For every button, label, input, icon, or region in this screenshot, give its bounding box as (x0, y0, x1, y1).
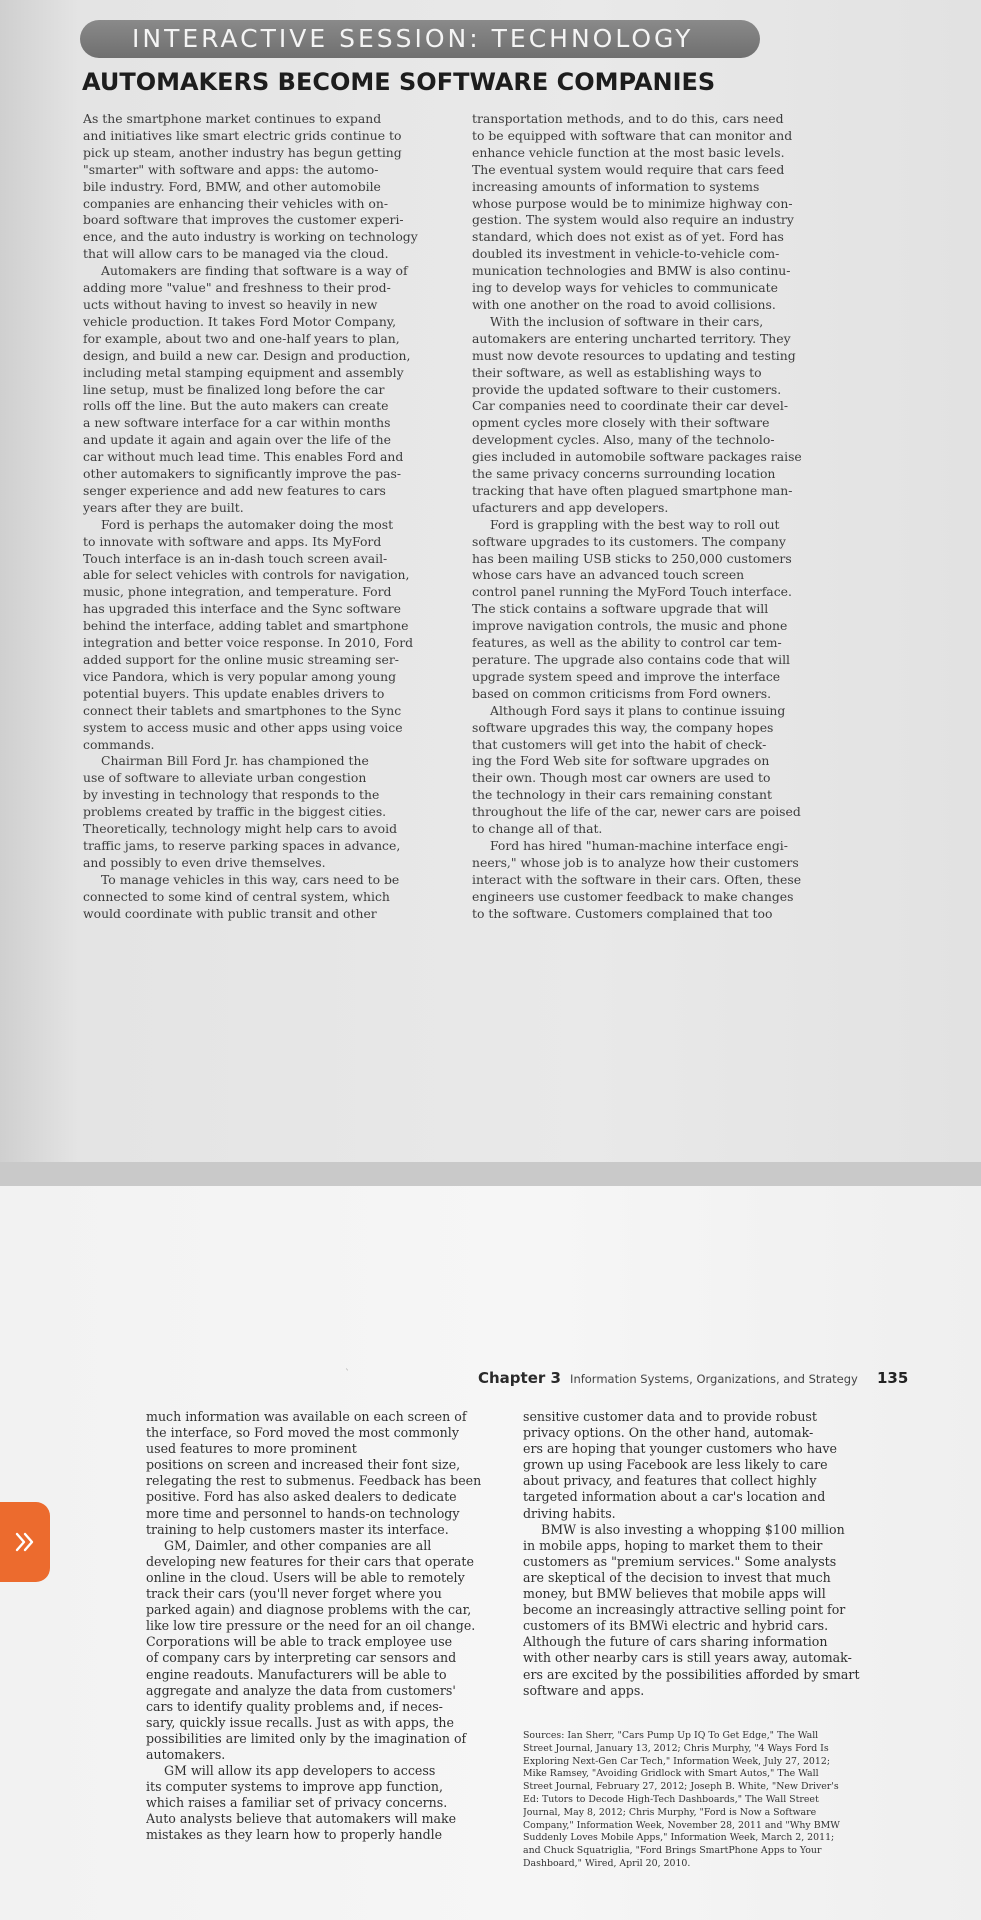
text-line: Street Journal, February 27, 2012; Joseph B. White, "New Driver's (523, 1781, 839, 1793)
text-line: As the smartphone market continues to expand (83, 111, 382, 126)
text-line: development cycles. Also, many of the technolo- (472, 432, 775, 448)
text-line: based on common criticisms from Ford owners. (472, 685, 772, 701)
text-line: the technology in their cars remaining constant (472, 787, 772, 803)
text-line: use of software to alleviate urban congestion (83, 770, 367, 786)
text-line: standard, which does not exist as of yet. Ford has (472, 229, 784, 245)
text-line: and Chuck Squatriglia, "Ford Brings SmartPhone Apps to Your (523, 1845, 822, 1857)
text-line: driving habits. (523, 1505, 616, 1521)
text-column-right-page2 (523, 1409, 883, 1699)
text-line: To manage vehicles in this way, cars need to be (101, 871, 400, 887)
text-line: control panel running the MyFord Touch interface. (472, 584, 792, 600)
text-line: automakers are entering uncharted territory. They (472, 330, 791, 346)
text-line: positive. Ford has also asked dealers to dedicate (146, 1489, 457, 1505)
text-line: car without much lead time. This enables Ford and (83, 449, 404, 465)
page-number: 135 (876, 1369, 909, 1387)
sources-citation (523, 1730, 883, 1871)
text-line: ers are excited by the possibilities afforded by smart (523, 1666, 860, 1682)
text-line: Automakers are finding that software is a way of (101, 263, 408, 279)
text-line: Although Ford says it plans to continue issuing (490, 702, 786, 718)
text-line: for example, about two and one-half years to plan, (83, 330, 400, 346)
text-line: its computer systems to improve app function, (146, 1779, 444, 1795)
text-line: money, but BMW believes that mobile apps will (523, 1586, 826, 1602)
text-line: to innovate with software and apps. Its MyFord (83, 533, 382, 549)
text-line: would coordinate with public transit and other (83, 905, 377, 921)
section-banner (80, 20, 760, 58)
text-line: their software, as well as establishing ways to (472, 364, 762, 380)
text-line: ucts without having to invest so heavily in new (83, 296, 378, 312)
text-line: senger experience and add new features to cars (83, 482, 386, 498)
text-line: rolls off the line. But the auto makers can create (83, 398, 389, 414)
text-line: mistakes as they learn how to properly handle (146, 1827, 443, 1843)
text-line: in mobile apps, hoping to market them to their (523, 1537, 823, 1553)
text-line: their own. Though most car owners are used to (472, 770, 771, 786)
text-line: The eventual system would require that cars feed (472, 161, 785, 177)
text-column-left-page2 (146, 1409, 504, 1844)
banner-title: INTERACTIVE SESSION: TECHNOLOGY (132, 24, 694, 53)
text-line: music, phone integration, and temperature. Ford (83, 584, 392, 600)
text-line: Exploring Next-Gen Car Tech," Information Week, July 27, 2012; (523, 1755, 830, 1767)
text-line: increasing amounts of information to systems (472, 178, 760, 194)
text-line: has been mailing USB sticks to 250,000 customers (472, 550, 792, 566)
text-line: Touch interface is an in-dash touch screen avail- (83, 550, 388, 566)
text-line: Ford has hired "human-machine interface engi- (490, 837, 788, 853)
text-line: possibilities are limited only by the imagination of (146, 1730, 467, 1746)
text-line: sensitive customer data and to provide robust (523, 1409, 817, 1424)
text-line: upgrade system speed and improve the interface (472, 668, 781, 684)
text-line: are skeptical of the decision to invest that much (523, 1569, 831, 1585)
next-page-button[interactable] (0, 1502, 50, 1582)
text-line: Sources: Ian Sherr, "Cars Pump Up IQ To Get Edge," The Wall (523, 1730, 819, 1741)
text-line: ufacturers and app developers. (472, 499, 669, 515)
text-line: Ed: Tutors to Decode High-Tech Dashboards," The Wall Street (523, 1793, 819, 1805)
text-line: that customers will get into the habit of check- (472, 736, 767, 752)
text-line: doubled its investment in vehicle-to-vehicle com- (472, 246, 780, 262)
text-line: software upgrades this way, the company hopes (472, 719, 774, 735)
text-line: years after they are built. (83, 499, 244, 515)
text-line: to be equipped with software that can monitor and (472, 127, 793, 143)
text-line: engine readouts. Manufacturers will be able to (146, 1666, 447, 1682)
text-line: Chairman Bill Ford Jr. has championed the (101, 753, 369, 769)
text-line: customers of its BMWi electric and hybrid cars. (523, 1618, 829, 1634)
text-line: perature. The upgrade also contains code that will (472, 652, 790, 667)
text-line: that will allow cars to be managed via the cloud. (83, 246, 389, 262)
text-line: improve navigation controls, the music and phone (472, 618, 788, 634)
text-line: ence, and the auto industry is working on technology (83, 229, 418, 245)
scan-mark: ` (345, 1369, 350, 1380)
text-line: BMW is also investing a whopping $100 million (541, 1521, 845, 1537)
text-line: features, as well as the ability to control car tem- (472, 635, 782, 651)
text-line: Corporations will be able to track employee use (146, 1634, 453, 1650)
text-line: grown up using Facebook are less likely to care (523, 1457, 828, 1473)
text-line: track their cars (you'll never forget where you (146, 1586, 442, 1602)
text-line: Ford is grappling with the best way to roll out (490, 516, 780, 532)
text-line: has upgraded this interface and the Sync software (83, 601, 401, 617)
text-line: companies are enhancing their vehicles with on- (83, 195, 389, 211)
text-line: vehicle production. It takes Ford Motor Company, (83, 313, 397, 329)
text-line: whose cars have an advanced touch screen (472, 567, 745, 583)
text-line: able for select vehicles with controls for navigation, (83, 567, 410, 583)
text-line: interact with the software in their cars. Often, these (472, 871, 802, 887)
text-line: online in the cloud. Users will be able to remotely (146, 1569, 465, 1585)
text-line: GM will allow its app developers to access (164, 1763, 436, 1779)
text-line: like low tire pressure or the need for an oil change. (146, 1618, 476, 1634)
text-column-left (83, 111, 473, 923)
text-line: must now devote resources to updating and testing (472, 347, 796, 363)
double-chevron-right-icon (12, 1529, 38, 1555)
text-line: Ford is perhaps the automaker doing the most (101, 516, 394, 532)
text-line: Auto analysts believe that automakers will make (146, 1811, 457, 1827)
text-line: positions on screen and increased their font size, (146, 1457, 461, 1473)
text-line: automakers. (146, 1746, 226, 1762)
text-line: used features to more prominent (146, 1441, 357, 1457)
article-headline: AUTOMAKERS BECOME SOFTWARE COMPANIES (82, 68, 716, 96)
chapter-title: Information Systems, Organizations, and Strategy (570, 1372, 858, 1386)
text-line: potential buyers. This update enables drivers to (83, 685, 385, 701)
text-line: the same privacy concerns surrounding location (472, 466, 776, 482)
text-line: pick up steam, another industry has begun getting (83, 144, 402, 160)
text-line: cars to identify quality problems and, if neces- (146, 1698, 443, 1714)
text-line: to change all of that. (472, 821, 603, 837)
text-line: gies included in automobile software packages raise (472, 449, 802, 465)
chapter-label: Chapter 3 (478, 1369, 561, 1387)
text-line: software upgrades to its customers. The company (472, 533, 786, 549)
page-separator (0, 1162, 981, 1186)
text-line: including metal stamping equipment and assembly (83, 364, 404, 380)
text-line: aggregate and analyze the data from customers' (146, 1682, 456, 1698)
text-line: vice Pandora, which is very popular among young (83, 668, 397, 684)
text-line: parked again) and diagnose problems with the car, (146, 1602, 472, 1618)
text-line: the interface, so Ford moved the most commonly (146, 1425, 459, 1441)
text-line: neers," whose job is to analyze how their customers (472, 854, 799, 870)
text-line: become an increasingly attractive selling point for (523, 1602, 846, 1618)
text-line: Although the future of cars sharing information (523, 1634, 828, 1650)
text-line: targeted information about a car's location and (523, 1489, 826, 1505)
text-line: whose purpose would be to minimize highway con- (472, 195, 793, 211)
text-line: customers as "premium services." Some analysts (523, 1553, 837, 1569)
text-line: adding more "value" and freshness to their prod- (83, 280, 391, 296)
text-line: developing new features for their cars that operate (146, 1553, 474, 1569)
text-line: ers are hoping that younger customers who have (523, 1441, 837, 1457)
text-line: line setup, must be finalized long before the car (83, 381, 385, 397)
text-line: Company," Information Week, November 28, 2011 and "Why BMW (523, 1819, 840, 1831)
text-line: Mike Ramsey, "Avoiding Gridlock with Smart Autos," The Wall (523, 1768, 819, 1780)
text-line: about privacy, and features that collect highly (523, 1473, 817, 1489)
text-line: with other nearby cars is still years away, automak- (523, 1650, 852, 1666)
text-line: design, and build a new car. Design and production, (83, 347, 411, 363)
text-line: Car companies need to coordinate their car devel- (472, 398, 789, 414)
text-line: a new software interface for a car within months (83, 415, 391, 431)
text-line: provide the updated software to their customers. (472, 381, 782, 397)
text-line: added support for the online music streaming ser- (83, 652, 399, 667)
text-line: GM, Daimler, and other companies are all (164, 1537, 432, 1553)
text-line: Dashboard," Wired, April 20, 2010. (523, 1857, 691, 1869)
text-line: ing to develop ways for vehicles to communicate (472, 280, 778, 296)
text-line: problems created by traffic in the biggest cities. (83, 804, 387, 820)
text-line: training to help customers master its interface. (146, 1521, 449, 1537)
text-line: other automakers to significantly improve the pas- (83, 466, 402, 482)
text-line: board software that improves the customer experi- (83, 212, 404, 228)
text-line: connected to some kind of central system, which (83, 888, 390, 904)
text-line: and initiatives like smart electric grids continue to (83, 127, 402, 143)
text-line: software and apps. (523, 1682, 645, 1698)
text-line: system to access music and other apps using voice (83, 719, 403, 735)
text-line: munication technologies and BMW is also continu- (472, 263, 791, 279)
text-line: traffic jams, to reserve parking spaces in advance, (83, 837, 401, 853)
text-line: tracking that have often plagued smartphone man- (472, 482, 793, 498)
text-line: behind the interface, adding tablet and smartphone (83, 618, 409, 634)
text-line: by investing in technology that responds to the (83, 787, 380, 803)
text-column-right (472, 111, 864, 923)
text-line: which raises a familiar set of privacy concerns. (146, 1795, 448, 1811)
text-line: The stick contains a software upgrade that will (472, 601, 769, 617)
text-line: more time and personnel to hands-on technology (146, 1505, 460, 1521)
text-line: engineers use customer feedback to make changes (472, 888, 794, 904)
text-line: enhance vehicle function at the most basic levels. (472, 144, 785, 160)
text-line: and possibly to even drive themselves. (83, 854, 326, 870)
text-line: relegating the rest to submenus. Feedback has been (146, 1473, 482, 1489)
text-line: gestion. The system would also require an industry (472, 212, 794, 228)
text-line: "smarter" with software and apps: the automo- (83, 161, 379, 177)
text-line: commands. (83, 736, 155, 752)
text-line: throughout the life of the car, newer cars are poised (472, 804, 801, 820)
text-line: transportation methods, and to do this, cars need (472, 111, 784, 126)
text-line: much information was available on each screen of (146, 1409, 467, 1424)
text-line: and update it again and again over the life of the (83, 432, 391, 448)
text-line: Journal, May 8, 2012; Chris Murphy, "Ford is Now a Software (523, 1806, 817, 1818)
text-line: connect their tablets and smartphones to the Sync (83, 702, 402, 718)
text-line: privacy options. On the other hand, automak- (523, 1425, 814, 1441)
text-line: integration and better voice response. In 2010, Ford (83, 635, 414, 651)
text-line: With the inclusion of software in their cars, (490, 313, 764, 329)
text-line: Theoretically, technology might help cars to avoid (83, 821, 398, 837)
running-header (478, 1368, 908, 1387)
text-line: sary, quickly issue recalls. Just as with apps, the (146, 1714, 454, 1730)
text-line: opment cycles more closely with their software (472, 415, 770, 431)
text-line: Suddenly Loves Mobile Apps," Information Week, March 2, 2011; (523, 1832, 835, 1844)
text-line: bile industry. Ford, BMW, and other automobile (83, 178, 381, 194)
text-line: of company cars by interpreting car sensors and (146, 1650, 457, 1666)
text-line: ing the Ford Web site for software upgrades on (472, 753, 770, 769)
text-line: Street Journal, January 13, 2012; Chris Murphy, "4 Ways Ford Is (523, 1742, 829, 1754)
text-line: with one another on the road to avoid collisions. (472, 296, 776, 312)
text-line: to the software. Customers complained that too (472, 905, 773, 921)
